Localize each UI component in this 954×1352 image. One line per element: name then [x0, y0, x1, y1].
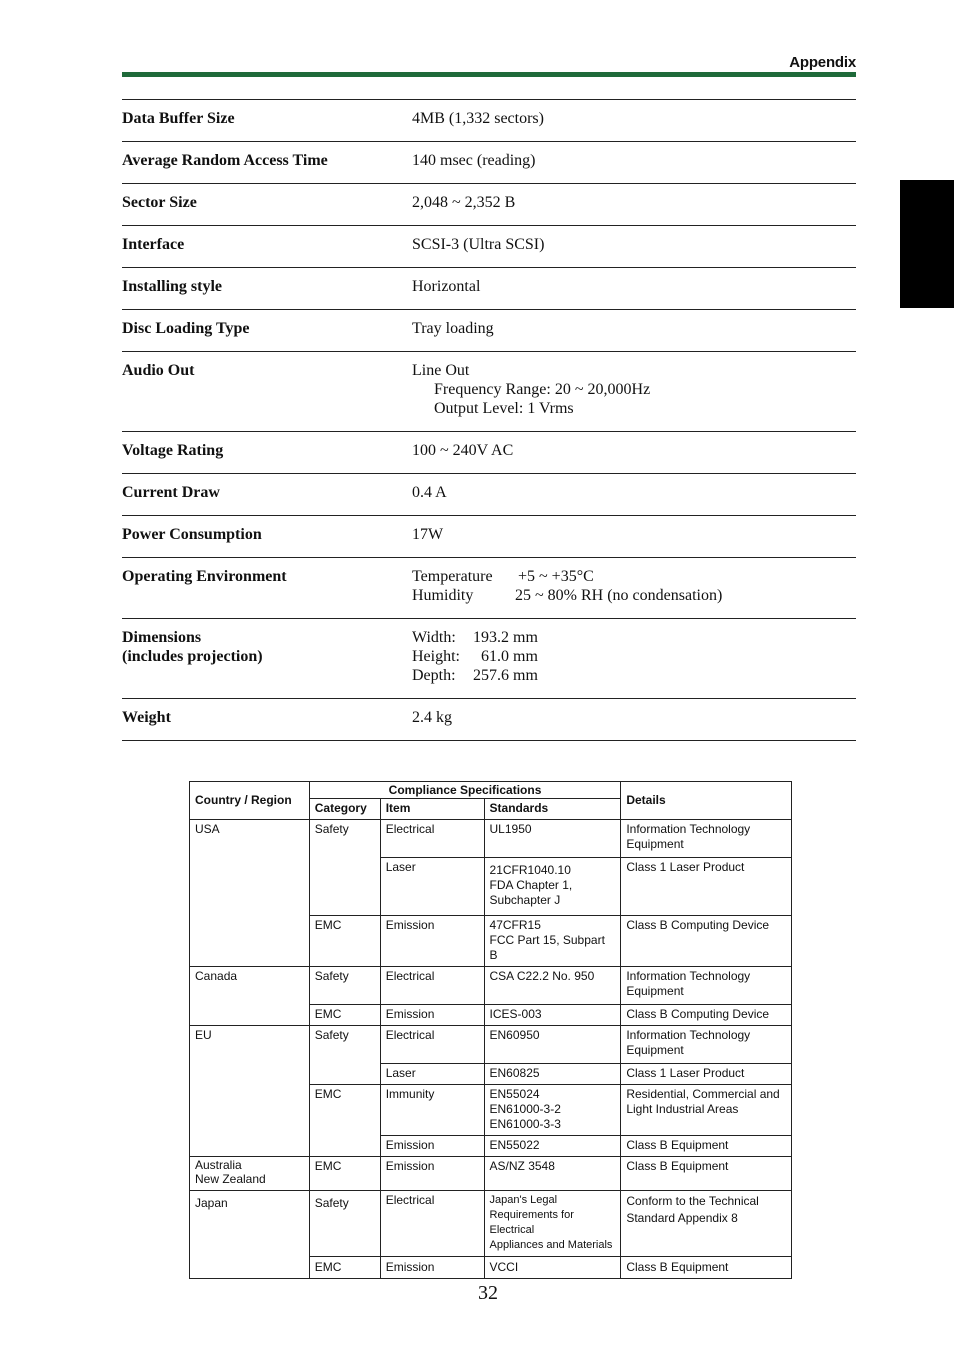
- spec-label: Power Consumption: [122, 526, 262, 543]
- spec-value: 0.4 A: [412, 484, 447, 501]
- compliance-header-row: [190, 782, 792, 799]
- spec-label: Data Buffer Size: [122, 110, 235, 127]
- standards-cell: ICES-003: [484, 1005, 621, 1026]
- header-standards: Standards: [484, 799, 621, 820]
- table-row: [190, 1157, 792, 1191]
- header-details: Details: [621, 782, 792, 820]
- page-header-title: Appendix: [789, 54, 856, 71]
- item-cell: Laser: [380, 858, 484, 916]
- details-cell: Class B Equipment: [621, 1157, 792, 1191]
- spec-label: Operating Environment: [122, 568, 287, 585]
- table-row: [190, 820, 792, 858]
- spec-value: SCSI-3 (Ultra SCSI): [412, 236, 545, 253]
- table-row: [190, 967, 792, 1005]
- spec-label: Audio Out: [122, 362, 195, 379]
- standards-cell: EN60950: [484, 1026, 621, 1064]
- category-cell: Safety: [309, 1026, 380, 1085]
- details-cell: Class 1 Laser Product: [621, 1064, 792, 1085]
- spec-label: Disc Loading Type: [122, 320, 250, 337]
- country-cell: Japan: [190, 1191, 310, 1279]
- country-cell: Australia New Zealand: [190, 1157, 310, 1191]
- country-cell: Canada: [190, 967, 310, 1026]
- compliance-table: [189, 781, 792, 1279]
- spec-label: Interface: [122, 236, 185, 253]
- spec-value: 17W: [412, 526, 444, 543]
- country-cell: USA: [190, 820, 310, 967]
- spec-row: [122, 100, 856, 142]
- details-cell: Class B Equipment: [621, 1136, 792, 1157]
- spec-label: Average Random Access Time: [122, 152, 328, 169]
- spec-row: [122, 184, 856, 226]
- standards-cell: VCCI: [484, 1257, 621, 1279]
- spec-value: 100 ~ 240V AC: [412, 442, 514, 459]
- item-cell: Electrical: [380, 1026, 484, 1064]
- details-cell: Information Technology Equipment: [621, 1026, 792, 1064]
- spec-label: Dimensions (includes projection): [122, 629, 263, 665]
- spec-row: [122, 619, 856, 699]
- item-cell: Emission: [380, 1257, 484, 1279]
- spec-row: [122, 432, 856, 474]
- spec-value: Temperature +5 ~ +35°C Humidity 25 ~ 80% RH (no condensation): [412, 568, 723, 604]
- header-item: Item: [380, 799, 484, 820]
- item-cell: Laser: [380, 1064, 484, 1085]
- spec-row: [122, 268, 856, 310]
- spec-row: [122, 226, 856, 268]
- specifications-table: [122, 99, 856, 741]
- standards-cell: AS/NZ 3548: [484, 1157, 621, 1191]
- details-cell: Information Technology Equipment: [621, 820, 792, 858]
- table-row: [190, 1191, 792, 1257]
- category-cell: Safety: [309, 967, 380, 1005]
- spec-value: 2,048 ~ 2,352 B: [412, 194, 516, 211]
- spec-label: Installing style: [122, 278, 223, 295]
- standards-cell: CSA C22.2 No. 950: [484, 967, 621, 1005]
- spec-value: Width: 193.2 mm Height: 61.0 mm Depth: 257.6 mm: [412, 629, 538, 684]
- country-cell: EU: [190, 1026, 310, 1157]
- details-cell: Class B Equipment: [621, 1257, 792, 1279]
- spec-label: Weight: [122, 709, 171, 726]
- standards-cell: UL1950: [484, 820, 621, 858]
- standards-cell: EN55024 EN61000-3-2 EN61000-3-3: [484, 1085, 621, 1136]
- details-cell: Information Technology Equipment: [621, 967, 792, 1005]
- spec-label: Current Draw: [122, 484, 220, 501]
- category-cell: EMC: [309, 1085, 380, 1157]
- spec-row: [122, 699, 856, 741]
- header-compliance-specifications: Compliance Specifications: [309, 782, 621, 799]
- details-cell: Class B Computing Device: [621, 1005, 792, 1026]
- spec-row: [122, 558, 856, 619]
- standards-cell: EN55022: [484, 1136, 621, 1157]
- category-cell: Safety: [309, 820, 380, 916]
- spec-label: Sector Size: [122, 194, 197, 211]
- standards-cell: EN60825: [484, 1064, 621, 1085]
- spec-row: [122, 310, 856, 352]
- chapter-tab-marker: [900, 180, 954, 308]
- spec-label: Voltage Rating: [122, 442, 224, 459]
- item-cell: Emission: [380, 916, 484, 967]
- spec-row: [122, 474, 856, 516]
- item-cell: Emission: [380, 1136, 484, 1157]
- item-cell: Electrical: [380, 1191, 484, 1257]
- details-cell: Class 1 Laser Product: [621, 858, 792, 916]
- spec-row: [122, 142, 856, 184]
- page-number: 32: [478, 1282, 498, 1304]
- details-cell: Residential, Commercial and Light Industrial Areas: [621, 1085, 792, 1136]
- header-country-region: Country / Region: [190, 782, 310, 820]
- category-cell: EMC: [309, 1005, 380, 1026]
- spec-value: 2.4 kg: [412, 709, 452, 726]
- spec-value: 140 msec (reading): [412, 152, 536, 169]
- spec-value: Line Out Frequency Range: 20 ~ 20,000Hz Output Level: 1 Vrms: [412, 362, 651, 417]
- item-cell: Immunity: [380, 1085, 484, 1136]
- standards-cell: Japan's Legal Requirements for Electrical Appliances and Materials: [484, 1191, 621, 1257]
- header-category: Category: [309, 799, 380, 820]
- details-cell: Class B Computing Device: [621, 916, 792, 967]
- spec-value: 4MB (1,332 sectors): [412, 110, 544, 127]
- spec-value: Horizontal: [412, 278, 481, 295]
- category-cell: Safety: [309, 1191, 380, 1257]
- category-cell: EMC: [309, 1257, 380, 1279]
- header-rule: [122, 72, 856, 77]
- category-cell: EMC: [309, 916, 380, 967]
- category-cell: EMC: [309, 1157, 380, 1191]
- spec-row: [122, 352, 856, 432]
- item-cell: Emission: [380, 1157, 484, 1191]
- spec-value: Tray loading: [412, 320, 494, 337]
- standards-cell: 21CFR1040.10 FDA Chapter 1, Subchapter J: [484, 858, 621, 916]
- item-cell: Emission: [380, 1005, 484, 1026]
- item-cell: Electrical: [380, 820, 484, 858]
- standards-cell: 47CFR15 FCC Part 15, Subpart B: [484, 916, 621, 967]
- details-cell: Conform to the Technical Standard Appendix 8: [621, 1191, 792, 1257]
- table-row: [190, 1026, 792, 1064]
- spec-row: [122, 516, 856, 558]
- item-cell: Electrical: [380, 967, 484, 1005]
